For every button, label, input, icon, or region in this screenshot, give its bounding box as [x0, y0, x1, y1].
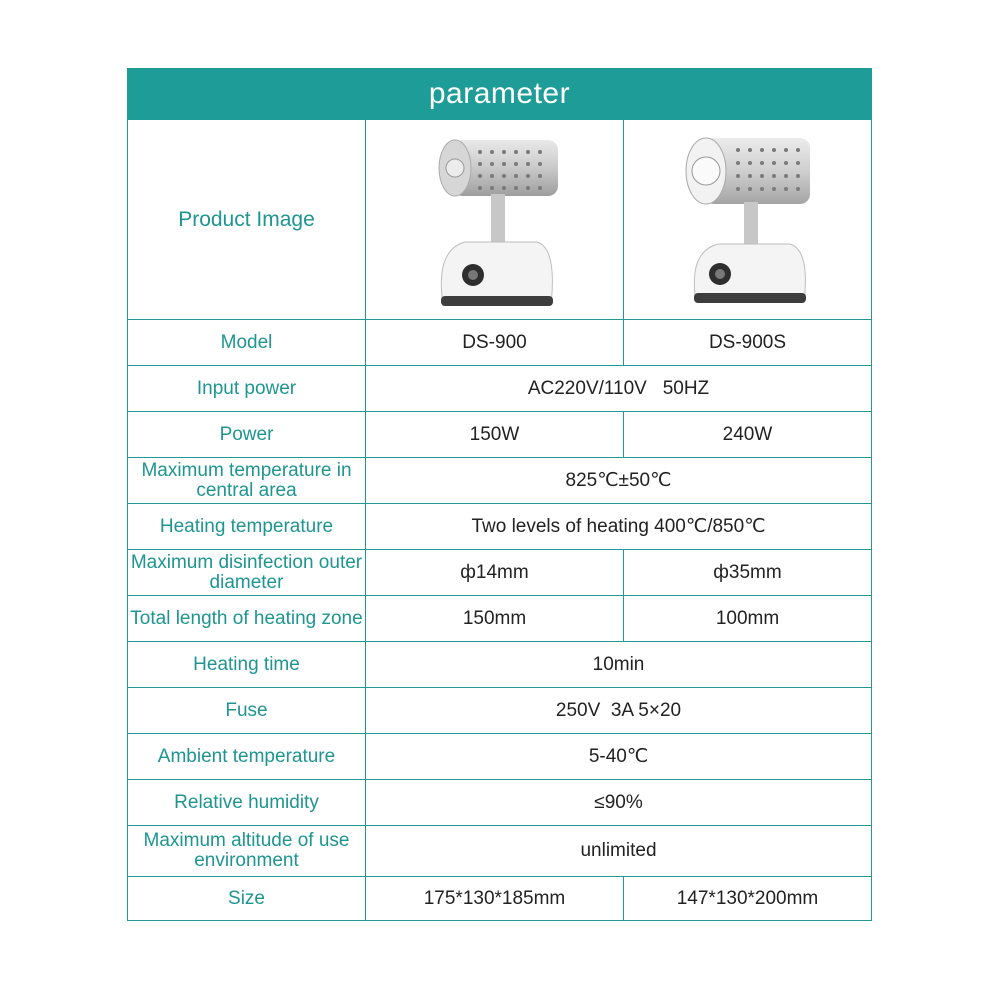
value-ds900s: 100mm: [715, 607, 780, 629]
table-row: [128, 365, 871, 411]
row-label: Relative humidity: [128, 780, 366, 825]
row-label: Maximum disinfection outer diameter: [128, 550, 366, 595]
value-shared: ≤90%: [594, 791, 643, 813]
row-label: Heating time: [128, 642, 366, 687]
table-row: [128, 687, 871, 733]
value-shared: unlimited: [580, 840, 657, 861]
table-row: [128, 595, 871, 641]
product-image-label: Product Image: [128, 120, 366, 319]
table-row: [128, 641, 871, 687]
value-ds900: 150mm: [366, 596, 624, 641]
table-row: [128, 503, 871, 549]
parameter-table: [127, 68, 872, 921]
value-ds900: DS-900: [366, 320, 624, 365]
table-row: [128, 825, 871, 876]
product-image-row: [128, 119, 871, 319]
product-image-ds900s: [624, 120, 871, 319]
sterilizer-image: [678, 130, 818, 310]
product-image-ds900: [366, 120, 624, 319]
table-row: [128, 733, 871, 779]
row-label: Maximum temperature in central area: [128, 458, 366, 503]
value-ds900s: 240W: [722, 423, 773, 445]
row-label: Heating temperature: [128, 504, 366, 549]
value-ds900: 150W: [366, 412, 624, 457]
value-ds900s: DS-900S: [708, 331, 787, 353]
row-label: Power: [128, 412, 366, 457]
value-shared: 825℃±50℃: [565, 470, 672, 491]
table-row: [128, 779, 871, 825]
value-ds900s: 147*130*200mm: [676, 888, 819, 909]
table-title: parameter: [128, 69, 871, 119]
value-shared: 10min: [592, 653, 645, 675]
value-shared: 250V 3A 5×20: [555, 699, 682, 721]
row-label: Ambient temperature: [128, 734, 366, 779]
value-shared: Two levels of heating 400℃/850℃: [471, 516, 766, 537]
table-row: [128, 549, 871, 595]
row-label: Model: [128, 320, 366, 365]
value-ds900s: ф35mm: [713, 561, 782, 583]
value-ds900: 175*130*185mm: [366, 877, 624, 921]
table-row: [128, 319, 871, 365]
row-label: Size: [128, 877, 366, 921]
value-ds900: ф14mm: [366, 550, 624, 595]
row-label: Maximum altitude of use environment: [128, 826, 366, 876]
table-row: [128, 876, 871, 921]
value-shared: 5-40℃: [588, 746, 649, 767]
table-row: [128, 411, 871, 457]
table-row: [128, 457, 871, 503]
row-label: Input power: [128, 366, 366, 411]
row-label: Total length of heating zone: [128, 596, 366, 641]
sterilizer-image: [425, 130, 565, 310]
row-label: Fuse: [128, 688, 366, 733]
value-shared: AC220V/110V 50HZ: [527, 377, 710, 399]
